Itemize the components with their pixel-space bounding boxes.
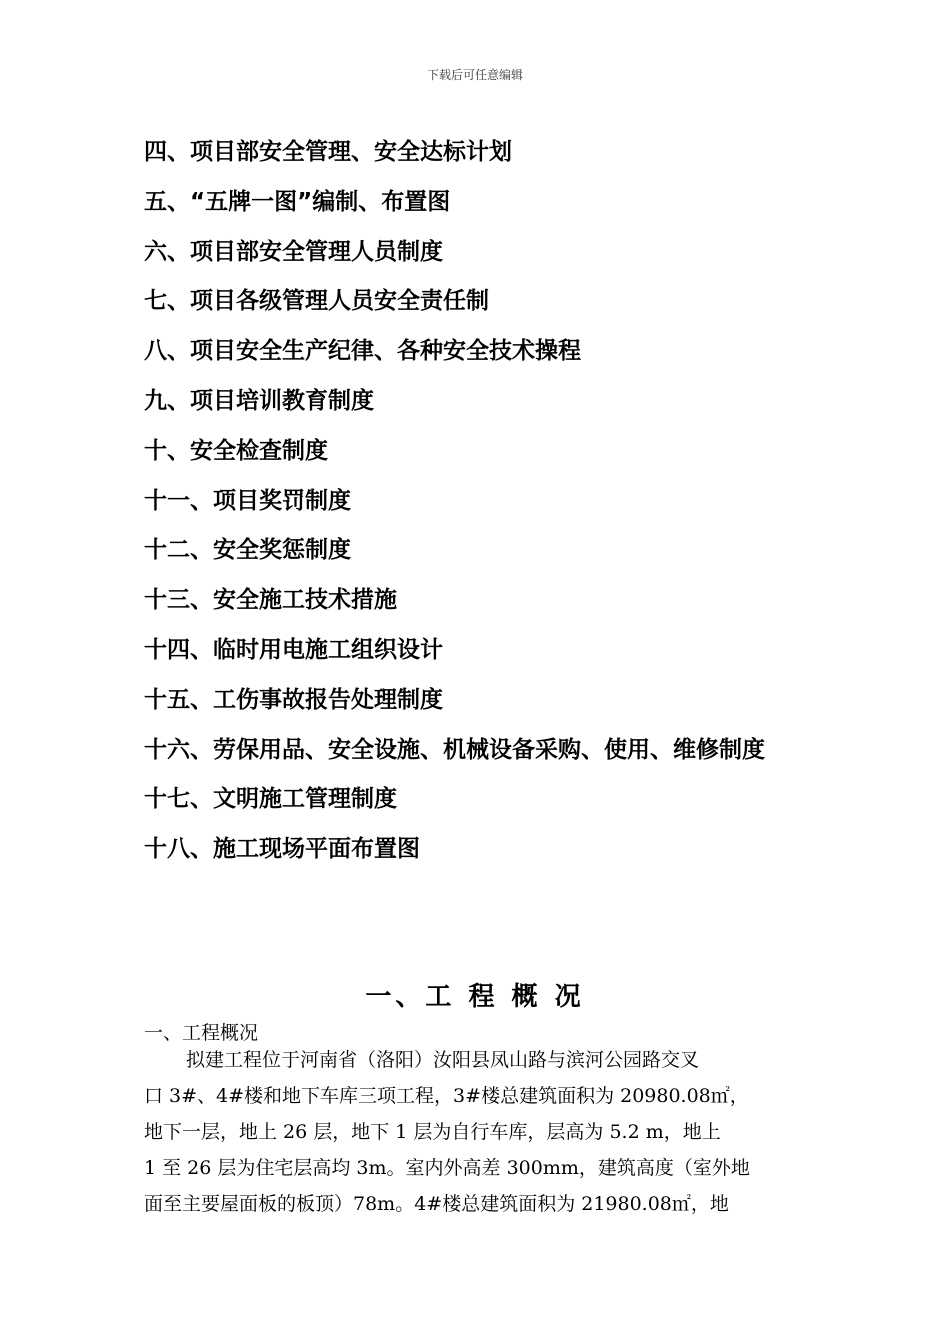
paragraph-line: 面至主要屋面板的板顶）78m。4#楼总建筑面积为 21980.08㎡，地	[144, 1193, 729, 1215]
toc-item: 六、项目部安全管理人员制度	[144, 238, 443, 265]
sub-heading: 一、工程概况	[144, 1022, 259, 1044]
toc-item: 十四、临时用电施工组织设计	[144, 636, 443, 663]
toc-item: 九、项目培训教育制度	[144, 387, 374, 414]
toc-item: 十五、工伤事故报告处理制度	[144, 686, 443, 713]
header-note: 下载后可任意编辑	[426, 68, 523, 82]
toc-item: 七、项目各级管理人员安全责任制	[144, 288, 489, 315]
table-of-contents	[144, 128, 924, 875]
toc-item: 十八、施工现场平面布置图	[144, 836, 420, 863]
body-paragraph	[144, 1042, 824, 1222]
paragraph-line: 拟建工程位于河南省（洛阳）汝阳县凤山路与滨河公园路交叉	[186, 1049, 700, 1071]
toc-item: 十三、安全施工技术措施	[144, 587, 397, 614]
toc-item: 十、安全检查制度	[144, 437, 328, 464]
paragraph-line: 地下一层，地上 26 层，地下 1 层为自行车库，层高为 5.2 m，地上	[144, 1121, 721, 1143]
toc-item: 五、“五牌一图”编制、布置图	[144, 188, 451, 215]
toc-item: 十一、项目奖罚制度	[144, 487, 351, 514]
toc-item: 八、项目安全生产纪律、各种安全技术操程	[144, 338, 581, 365]
paragraph-line: 1 至 26 层为住宅层高均 3m。室内外高差 300mm，建筑高度（室外地	[144, 1157, 750, 1179]
toc-item: 十六、劳保用品、安全设施、机械设备采购、使用、维修制度	[144, 736, 765, 763]
paragraph-line: 口 3#、4#楼和地下车库三项工程，3#楼总建筑面积为 20980.08㎡，	[144, 1085, 749, 1107]
toc-item: 十七、文明施工管理制度	[144, 786, 397, 813]
toc-item: 十二、安全奖惩制度	[144, 537, 351, 564]
section-title: 一、工 程 概 况	[365, 982, 585, 1012]
toc-item: 四、项目部安全管理、安全达标计划	[144, 139, 512, 165]
